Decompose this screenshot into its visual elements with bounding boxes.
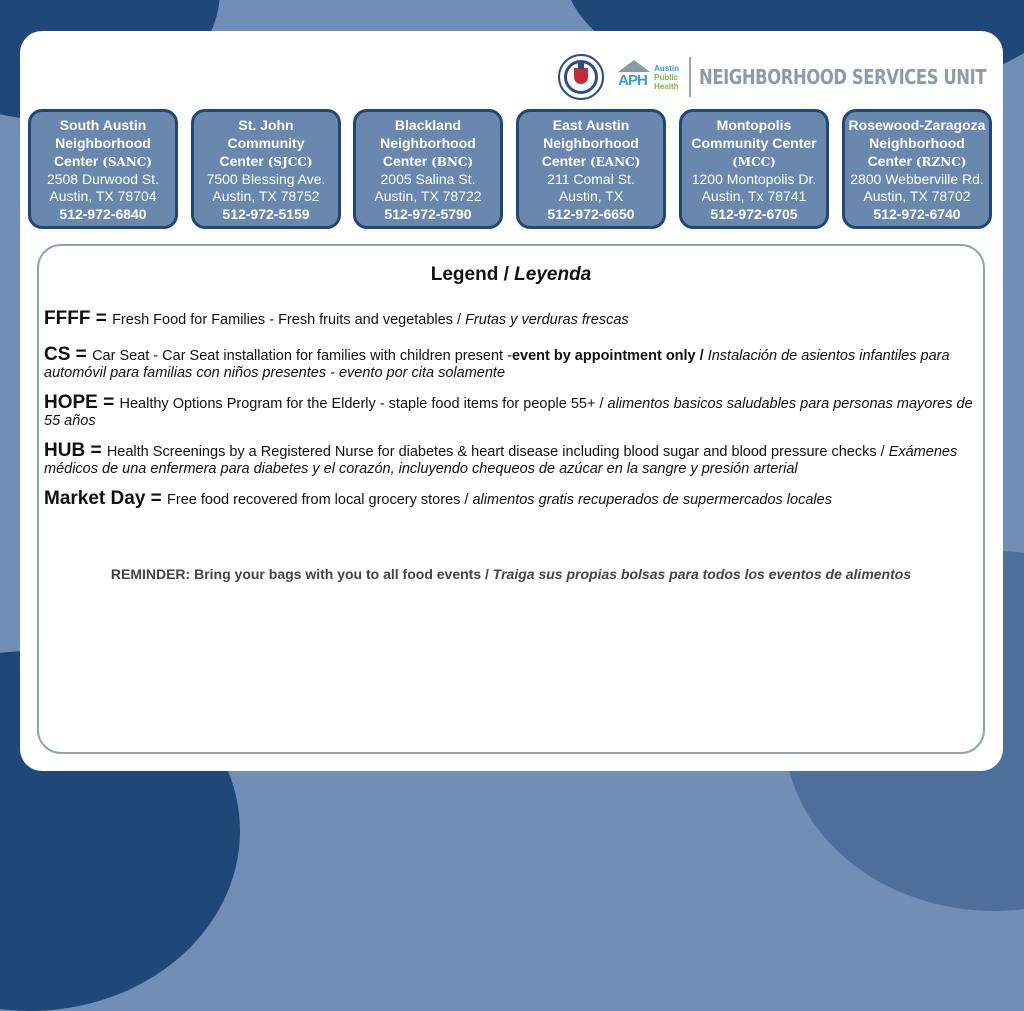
center-address: 211 Comal St. Austin, TX [547,170,635,204]
legend-term: HOPE = [44,392,120,413]
aph-logo [618,60,679,94]
center-abbr: (SANC) [102,154,153,169]
legend-entry-hope [44,394,979,430]
center-address: 2800 Webberville Rd. Austin, TX 78702 [850,170,984,204]
legend-entry-market-day [44,490,979,509]
center-name: Rosewood-Zaragoza Neighborhood Center [848,116,986,169]
center-abbr: (BNC) [431,154,474,169]
aph-logo-icon: APH [618,60,650,94]
legend-title: Legend / Leyenda [430,264,592,285]
legend-desc: Healthy Options Program for the Elderly - staple food items for people 55+ / [119,396,608,412]
center-card [191,109,341,229]
center-phone: 512-972-5790 [384,205,472,222]
center-name: St. John Community Center [219,116,305,169]
center-address: 2005 Salina St. Austin, TX 78722 [374,170,482,204]
legend-spanish: Instalación de asientos infantiles para automóvil para familias con niños presentes - evento por cita solamente [44,348,950,381]
center-name: Montopolis Community Center [691,116,817,151]
legend-term: FFFF = [44,308,113,329]
center-address: 2508 Durwood St. Austin, TX 78704 [46,170,160,204]
legend-bold: event by appointment only / [511,348,708,364]
center-phone: 512-972-6705 [710,205,798,222]
legend-spanish: Frutas y verduras frescas [465,312,629,328]
legend-desc: Fresh Food for Families - Fresh fruits and vegetables / [112,312,466,328]
unit-title: NEIGHBORHOOD SERVICES UNIT [699,65,987,89]
legend-entry-hub [44,442,979,478]
center-phone: 512-972-6650 [547,205,635,222]
legend-spanish: alimentos basicos saludables para personas mayores de 55 años [44,396,973,429]
legend-desc: Car Seat - Car Seat installation for families with children present - [92,348,512,364]
aph-logo-line: Austin [654,63,679,73]
center-card [679,109,829,229]
legend-entry-ffff [44,310,979,329]
aph-logo-line: Health [654,81,679,91]
legend-term: Market Day = [44,488,168,509]
center-abbr: (SJCC) [267,154,313,169]
legend-desc: Free food recovered from local grocery stores / [167,492,473,508]
center-phone: 512-972-5159 [222,205,310,222]
page-card [20,31,1003,771]
center-card [842,109,992,229]
aph-logo-line: Public [654,72,679,82]
legend-entry-cs [44,346,979,382]
header [558,47,987,107]
center-abbr: (EANC) [589,154,641,169]
center-address: 1200 Montopolis Dr. Austin, Tx 78741 [691,170,817,204]
center-name: South Austin Neighborhood Center [53,116,151,169]
center-name: Blackland Neighborhood Center [380,116,476,169]
legend-spanish: Exámenes médicos de una enfermera para diabetes y el corazón, incluyendo chequeos de azúcar en la sangre y presión arterial [44,444,958,477]
center-address: 7500 Blessing Ave. Austin, TX 78752 [206,170,326,204]
center-abbr: (RZNC) [915,154,967,169]
center-phone: 512-972-6840 [59,205,147,222]
centers-row [28,109,998,233]
reminder-text: REMINDER: Bring your bags with you to all food events / Traiga sus propias bolsas para todos los eventos de alimentos [110,566,912,582]
center-phone: 512-972-6740 [873,205,961,222]
legend-term: HUB = [44,440,107,461]
center-card [353,109,503,229]
center-name: East Austin Neighborhood Center [541,116,639,169]
header-divider [689,57,691,97]
city-seal-icon [558,54,604,100]
legend-desc: Health Screenings by a Registered Nurse for diabetes & heart disease including blood sugar and blood pressure checks / [106,444,889,460]
center-abbr: (MCC) [732,154,776,169]
legend-panel [37,244,985,754]
legend-spanish: alimentos gratis recuperados de supermercados locales [472,492,832,508]
legend-term: CS = [44,344,93,365]
center-card [516,109,666,229]
center-card [28,109,178,229]
